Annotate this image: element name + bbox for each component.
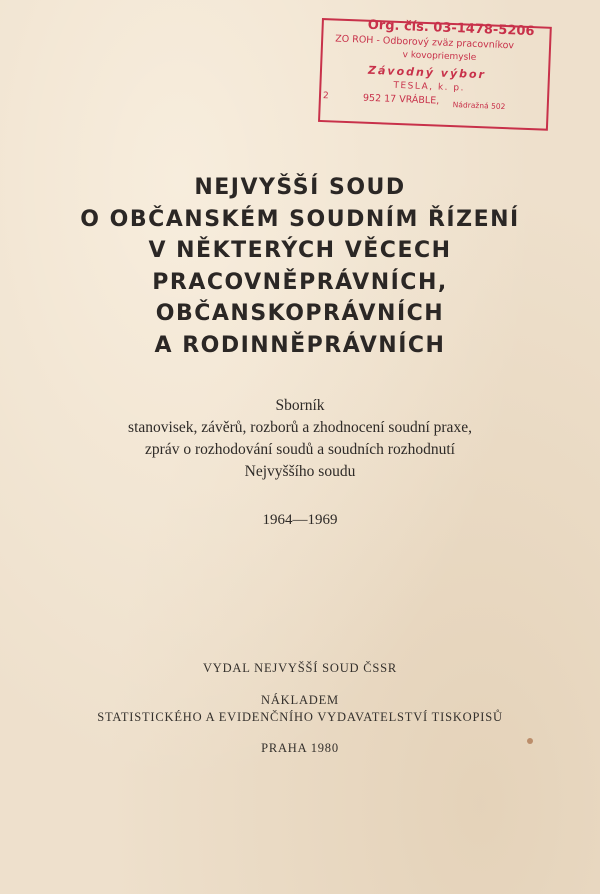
title-line: O OBČANSKÉM SOUDNÍM ŘÍZENÍ xyxy=(80,206,520,232)
stamp-city: 952 17 VRÁBLE, xyxy=(362,92,440,107)
book-title xyxy=(0,172,600,361)
book-subtitle xyxy=(0,395,600,483)
stamp-address: Nádražná 502 xyxy=(452,100,506,112)
subtitle-line: zpráv o rozhodování soudů a soudních rozhodnutí xyxy=(145,441,455,458)
subtitle-line: Sborník xyxy=(275,397,325,414)
title-line: NEJVYŠŠÍ SOUD xyxy=(194,175,406,200)
subtitle-line: Nejvyššího soudu xyxy=(244,463,356,480)
publisher-issued: VYDAL NEJVYŠŠÍ SOUD ČSSR xyxy=(202,661,398,675)
subtitle-line: stanovisek, závěrů, rozborů a zhodnocení soudní praxe, xyxy=(128,419,472,436)
title-line: PRACOVNĚPRÁVNÍCH, xyxy=(152,269,448,295)
publisher-cost-by: STATISTICKÉHO A EVIDENČNÍHO VYDAVATELSTVÍ TISKOPISŮ xyxy=(97,710,503,724)
stamp-committee: Závodný výbor xyxy=(367,63,487,82)
stamp-industry: v kovopriemysle xyxy=(402,50,477,63)
title-line: OBČANSKOPRÁVNÍCH xyxy=(155,301,445,326)
stamp-org-number: Org. čís. 03-1478-5206 xyxy=(367,17,535,40)
organization-stamp xyxy=(318,18,552,131)
title-line: V NĚKTERÝCH VĚCECH xyxy=(148,238,452,263)
publisher-cost-label: NÁKLADEM xyxy=(261,693,339,707)
paper-stain xyxy=(527,738,533,744)
year-range: 1964—1969 xyxy=(262,512,338,528)
stamp-company: TESLA, k. p. xyxy=(393,80,466,94)
publication-place-year: PRAHA 1980 xyxy=(261,741,339,755)
stamp-number: 2 xyxy=(322,91,329,102)
title-line: A RODINNĚPRÁVNÍCH xyxy=(154,332,446,358)
stamp-union: ZO ROH - Odborový zväz pracovníkov xyxy=(334,33,515,52)
